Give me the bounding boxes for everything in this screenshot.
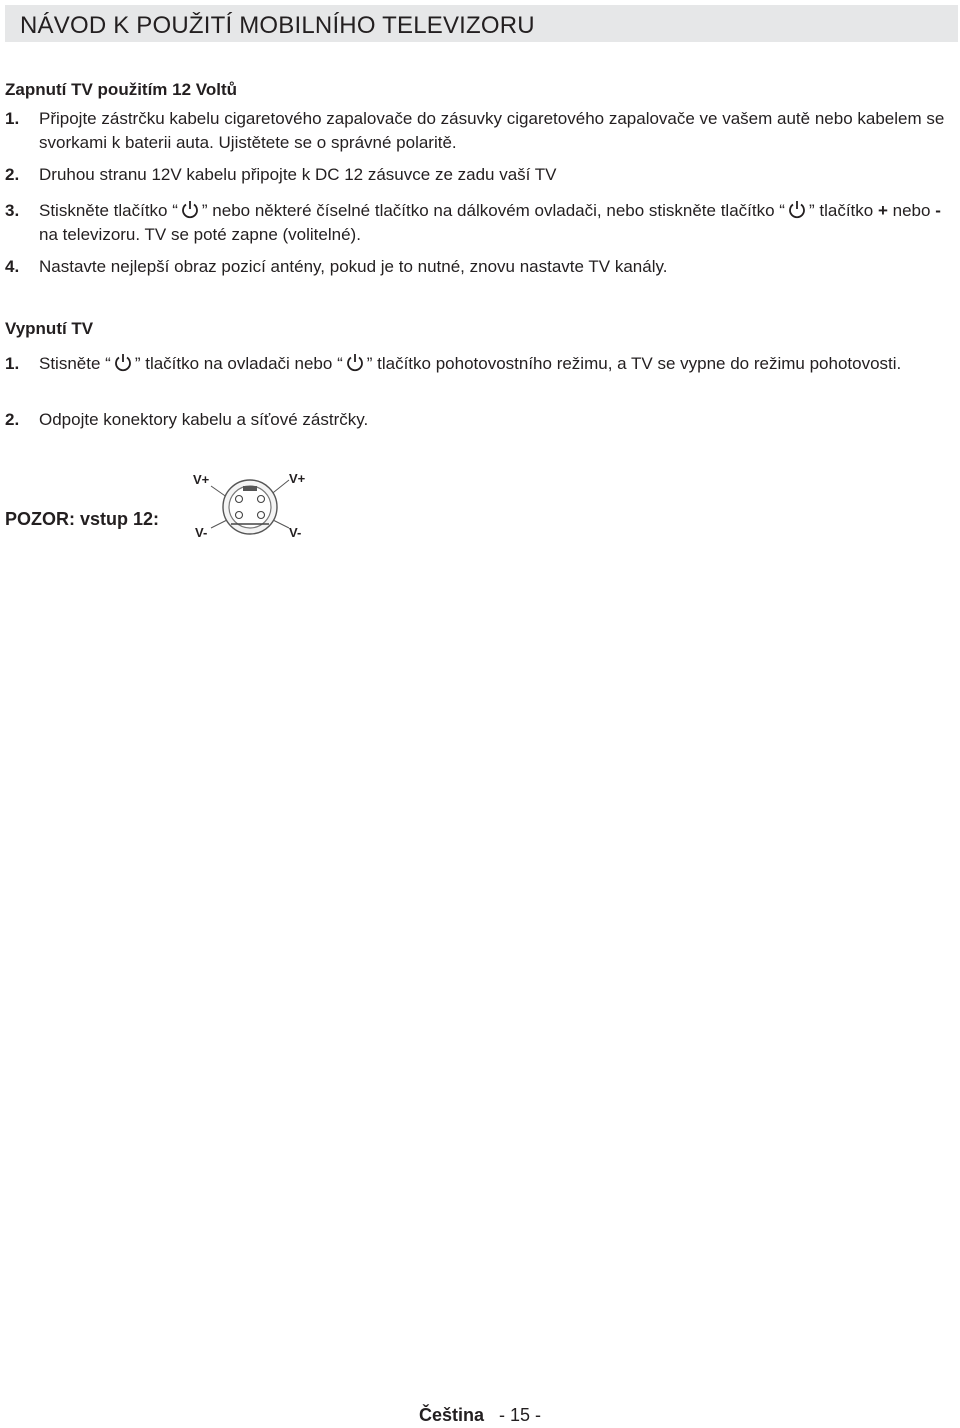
item-text-part: tlačítko na ovladači nebo xyxy=(145,354,333,373)
pin-label-bottom-right: V- xyxy=(289,525,302,540)
minus-symbol: - xyxy=(935,201,941,220)
pin-label-top-right: V+ xyxy=(289,471,306,486)
item-text: Stisněte “ ” tlačítko na ovladači nebo “ ” tlačítko pohotovostního režimu, a TV se vypne do režimu pohotovosti. xyxy=(39,354,902,373)
pin-label-bottom-left: V- xyxy=(195,525,208,540)
pin-label-top-left: V+ xyxy=(193,472,210,487)
item-number: 1. xyxy=(5,109,20,128)
power-icon xyxy=(113,353,133,373)
item-number: 2. xyxy=(5,410,20,429)
power-icon xyxy=(787,200,807,220)
list-item xyxy=(5,352,958,376)
din-connector-icon xyxy=(185,466,325,546)
section-title-on: Zapnutí TV použitím 12 Voltů xyxy=(5,80,238,99)
item-number: 2. xyxy=(5,165,20,184)
item-text: Odpojte konektory kabelu a síťové zástrčky. xyxy=(39,410,369,429)
plus-symbol: + xyxy=(877,201,888,220)
item-text-part: tlačítko xyxy=(819,201,874,220)
power-icon xyxy=(180,200,200,220)
power-icon xyxy=(345,353,365,373)
item-number: 1. xyxy=(5,354,20,373)
list-item xyxy=(5,255,958,279)
section-title-off: Vypnutí TV xyxy=(5,319,94,338)
item-number: 4. xyxy=(5,257,20,276)
item-text-part: Stiskněte tlačítko xyxy=(39,201,168,220)
item-number: 3. xyxy=(5,201,20,220)
list-item xyxy=(5,199,958,247)
item-text-part: tlačítko pohotovostního režimu, a TV se vypne do režimu pohotovosti. xyxy=(377,354,902,373)
list-item xyxy=(5,163,958,187)
page-number: - 15 - xyxy=(499,1405,542,1425)
item-text-part: Stisněte xyxy=(39,354,101,373)
item-text: Druhou stranu 12V kabelu připojte k DC 12 zásuvce ze zadu vaší TV xyxy=(39,165,557,184)
page-footer xyxy=(0,1405,960,1426)
item-text-part: na televizoru. TV se poté zapne (volitelné). xyxy=(39,225,361,244)
list-item xyxy=(5,107,958,155)
page-header xyxy=(5,5,958,42)
item-text: Stiskněte tlačítko “ ” nebo některé číselné tlačítko na dálkovém ovladači, nebo stiskněte tlačítko “ ” tlačítko + nebo - na televizoru. TV se poté zapne (volitelné). xyxy=(39,201,941,244)
list-item xyxy=(5,408,958,432)
item-text-part: nebo některé číselné tlačítko na dálkovém ovladači, nebo stiskněte tlačítko xyxy=(212,201,775,220)
page-title: NÁVOD K POUŽITÍ MOBILNÍHO TELEVIZORU xyxy=(20,12,535,39)
item-text: Připojte zástrčku kabelu cigaretového zapalovače do zásuvky cigaretového zapalovače ve vašem autě nebo kabelem se svorkami k baterii auta. Ujistětete se o správné polaritě. xyxy=(39,109,945,152)
item-text-part: nebo xyxy=(892,201,931,220)
warning-label: POZOR: vstup 12: xyxy=(5,509,160,529)
footer-language: Čeština xyxy=(418,1405,484,1425)
item-text: Nastavte nejlepší obraz pozicí antény, pokud je to nutné, znovu nastavte TV kanály. xyxy=(39,257,668,276)
